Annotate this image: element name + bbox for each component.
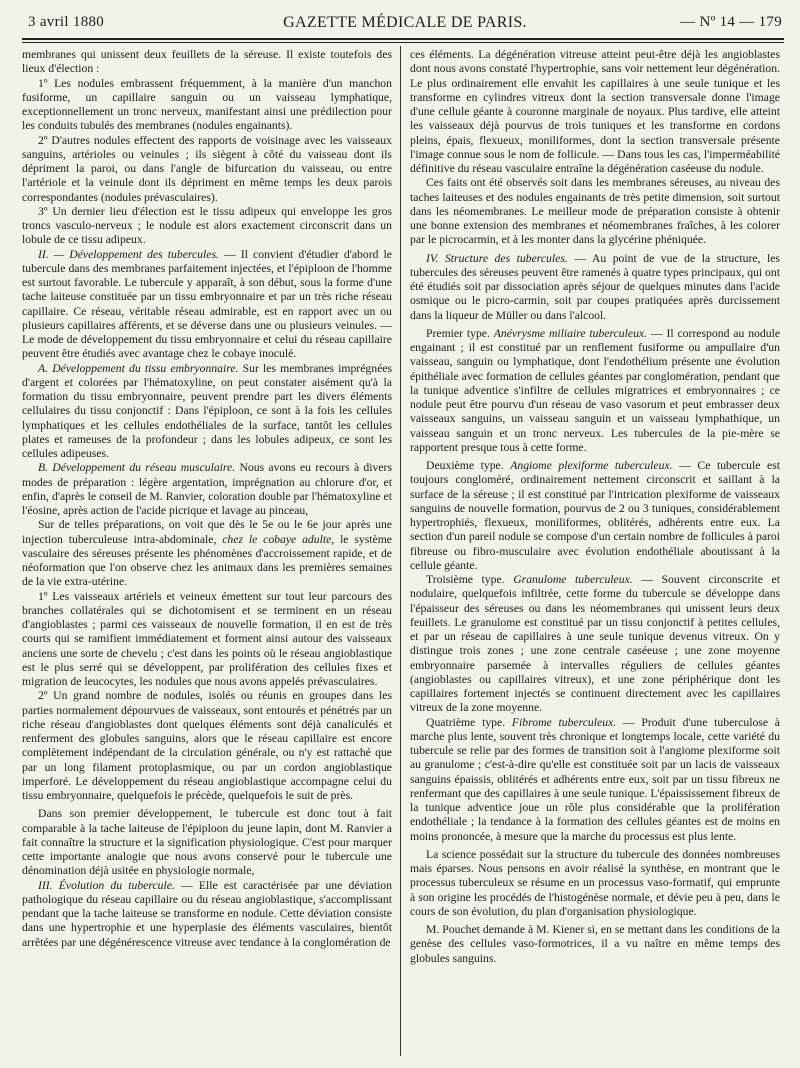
paragraph-text: , le système vasculaire des séreuses présente les phénomènes d'accroissement rapide, et de néoformation que l'on observe chez les animaux dans les premières semaines de la vie extra-utérine. (22, 532, 392, 589)
section-paragraph (22, 362, 392, 462)
paragraph-text: — Produit d'une tuberculose à marche plus lente, souvent très chronique et longtemps locale, cette variété du tubercule se relie par des formes de transition soit à l'angiome plexiforme soit au granulome ; c'est-à-dire qu'elle est constituée soit par un lacis de vaisseaux sanguins épaissis, oblitérés et adhérents entre eux, soit par un tissu fibreux ne renfermant que des capillaires à une seule tunique. L'épaississement fibreux de la tunique adventice joue un rôle plus considérable que la prolifération endothéliale ; la tendance à la formation des cellules géantes est de moins en moins prononcée, à mesure que la marche du processus est plus lente. (410, 715, 780, 843)
issue-page-number: — Nº 14 — 179 (680, 14, 782, 30)
paragraph: Dans son premier développement, le tubercule est donc tout à fait comparable à la tache laiteuse de l'épiploon du jeune lapin, dont M. Ranvier a fait connaître la structure et la signification physiologique. C'est pour marquer cette importante analogie que nous avons conservé pour le tubercule une dénomination déjà usitée en physiologie normale, (22, 807, 392, 878)
italic-phrase: chez le cobaye adulte (222, 532, 332, 546)
paragraph: 1º Les nodules embrassent fréquemment, à la manière d'un manchon fusiforme, un capillaire sanguin ou un vaisseau lymphatique, exceptionnellement un tronc nerveux, manifestant ainsi une prédilection pour les conduits tubulés des membranes (nodules engainants). (22, 76, 392, 133)
paragraph: 2º D'autres nodules effectent des rapports de voisinage avec les vaisseaux sanguins, artérioles ou veinules ; ils siègent à côté du vaisseau dont ils dépriment la paroi, ou dans l'angle de bifurcation du vaisseau, ou entre l'artériole et la veinule dont ils dépriment en même temps les deux parois correspondantes (nodules prévasculaires). (22, 133, 392, 204)
section-paragraph (22, 461, 392, 518)
paragraph: M. Pouchet demande à M. Kiener si, en se mettant dans les conditions de la genèse des cellules vaso-formotrices, il a vu naître en même temps des globules sanguins. (410, 923, 780, 965)
paragraph: 1º Les vaisseaux artériels et veineux émettent sur tout leur parcours des branches collatérales qui se dichotomisent et se terminent en un réseau d'angioblastes ; parmi ces vaisseaux de nouvelle formation, il en est de très courts qui se ramifient immédiatement et forment ainsi autour des vaisseaux anciens une sorte de chevelu ; c'est dans les points où le réseau angioblastique est le plus serré qui se développent, par prolifération des cellules fixes et migration de leucocytes, les nodules que nous avons appelés prévasculaires. (22, 589, 392, 688)
right-column (410, 48, 780, 1058)
left-column (22, 48, 392, 1058)
journal-title: GAZETTE MÉDICALE DE PARIS. (283, 14, 527, 31)
type-paragraph (410, 327, 780, 455)
paragraph-text: — Au point de vue de la structure, les tubercules des séreuses peuvent être ramenés à quatre types principaux, qui ont été étudiés soit par dissociation après séjour de quelques minutes dans l'acide osmique ou le picro-carmin, soit par coupes pratiquées après durcissement dans la liqueur de Müller ou dans l'alcool. (410, 251, 780, 322)
paragraph-text: — Elle est caractérisée par une déviation pathologique du réseau capillaire ou du réseau angioblastique, s'accomplissant pendant que la tache laiteuse se transforme en nodule. Cette déviation consiste dans une hypertrophie et une hyperplasie des éléments vasculaires, bientôt arrêtées par une dégénérescence vitreuse avec tendance à la conglomération de (22, 878, 392, 949)
type-name: Anévrysme miliaire tuberculeux. (493, 326, 648, 340)
type-label: Troisième type. (426, 573, 514, 586)
type-name: Fibrome tuberculeux. (511, 715, 617, 729)
paragraph: La science possédait sur la structure du tubercule des données nombreuses mais éparses. Nous pensons en avoir réalisé la synthèse, en montrant que le processus tuberculeux se résume en un processus vaso-formatif, qui emprunte à son origine les procédés de l'histogénèse normale, et dévie peu à peu, dans le cours de son évolution, du plan d'organisation physiologique. (410, 847, 780, 918)
type-paragraph (410, 573, 780, 716)
running-header (28, 14, 782, 40)
section-paragraph (22, 248, 392, 362)
paragraph-text: Nous avons eu recours à divers modes de préparation : légère argentation, imprégnation au chlorure d'or, et enfin, d'après le conseil de M. Ranvier, coloration double par l'hématoxyline et l'éosine, après action de l'acide picrique et lavage au pinceau, (22, 461, 392, 517)
section-paragraph (410, 252, 780, 323)
section-heading: II. — Développement des tubercules. (38, 247, 219, 261)
paragraph-text: — Souvent circonscrite et nodulaire, quelquefois infiltrée, cette forme du tubercule se développe dans l'épaisseur des séreuses ou dans les néomembranes qui unissent leurs deux feuillets. Le granulome est constitué par un tissu conjonctif à petites cellules, et par un réseau de capillaires à une seule tunique devenus vitreux. On y distingue trois zones ; une zone centrale caséeuse ; une zone moyenne embryonnaire parsemée à intervalles réguliers de cellules géantes (angioblastes ou capillaires vitreux), et une zone périphérique dont les capillaires fortement injectés se continuent directement avec les capillaires vitreux de la zone moyenne. (410, 573, 780, 715)
section-heading: A. Développement du tissu embryonnaire. (38, 361, 239, 375)
type-paragraph (410, 459, 780, 573)
type-label: Deuxième type. (426, 459, 511, 472)
paragraph: ces éléments. La dégénération vitreuse atteint peut-être déjà les angioblastes dont nous avons constaté l'hypertrophie, sans voir nettement leur dégénération. Le plus ordinairement elle envahit les capillaires à une seule tunique et les transforme en cylindres vitreux dont la section transversale donne l'image d'une cellule géante à couronne marginale de noyaux. Plus tardive, elle atteint les vaisseaux déjà pourvus de trois tuniques et les transforme en cordons pleins, épais, flexueux, moniliformes, dont la section transversale présente l'image connue sous le nom de follicule. — Dans tous les cas, l'imperméabilité définitive du réseau vasculaire entraîne la dégénération caséeuse du nodule. (410, 48, 780, 175)
paragraph: membranes qui unissent deux feuillets de la séreuse. Il existe toutefois des lieux d'élection : (22, 48, 392, 76)
paragraph-text: Sur de telles préparations, on voit que dès le 5e ou le 6e jour après une injection tuberculeuse intra-abdominale, (22, 518, 392, 546)
type-paragraph (410, 716, 780, 844)
section-paragraph (22, 879, 392, 950)
paragraph: 3º Un dernier lieu d'élection est le tissu adipeux qui enveloppe les gros troncs vasculo-nerveux ; le nodule est alors exactement circonscrit dans un lobule de ce tissu adipeux. (22, 204, 392, 247)
paragraph-text: — Ce tubercule est toujours congloméré, ordinairement nettement circonscrit et saillant à la surface de la séreuse ; il est constitué par l'intrication plexiforme de vaisseaux sanguins de nouvelle formation, pourvus de 2 ou 3 tuniques, considérablement hypertrophiés, flexueux, moniliformes, oblitérés, adhérents entre eux. La section d'un pareil nodule se compose d'un certain nombre de follicules à paroi fibreuse ou fibro-musculaire avec évolution endothéliale aboutissant à la cellule géante. (410, 459, 780, 572)
header-date: 3 avril 1880 (28, 14, 105, 30)
header-rule-thick (22, 38, 784, 40)
paragraph-text: — Il correspond au nodule engainant ; il est constitué par un renflement fusiforme ou ampullaire d'un vaisseau, sanguin ou lymphatique, dont l'endothélium présente une évolution épithéliale avec formation de cellules géantes par conglomération, pendant que la tunique adventice s'infiltre de cellules migratrices et embryonnaires ; ce nodule peut être pourvu d'un réseau de vaso vasorum et peut embrasser deux vaisseaux sanguins, un vaisseau sanguin et un vaisseau lymphathique, un vaisseau sanguin et un tronc nerveux. Les tubercules de la pie-mère se rapportent presque tous à cette forme. (410, 326, 780, 454)
paragraph-text: Sur les membranes imprégnées d'argent et colorées par l'hématoxyline, on peut constater aisément qu'à la formation du tissu embryonnaire, peuvent prendre part les divers éléments cellulaires du tissu conjonctif : Dans l'épiploon, ce sont à la fois les cellules lymphatiques et les cellules endothéliales de la surface, tantôt les cellules plates et rameuses de la profondeur ; dans les lobules adipeux, ce sont les cellules adipeuses. (22, 361, 392, 460)
type-label: Quatrième type. (426, 715, 512, 729)
type-label: Premier type. (426, 326, 494, 340)
type-name: Angiome plexiforme tuberculeux. (510, 459, 673, 472)
paragraph: Ces faits ont été observés soit dans les membranes séreuses, au niveau des taches laiteuses et des nodules engainants de très petite dimension, soit surtout dans les néomembranes. Le meilleur mode de préparation consiste à obtenir une bonne extension des membranes et néomembranes fraîches, à les colorer par le picrocarmin, et à les monter dans la glycérine phéniquée. (410, 176, 780, 247)
header-rule-thin (22, 42, 784, 43)
paragraph (22, 518, 392, 589)
section-heading: B. Développement du réseau musculaire. (38, 461, 236, 475)
type-name: Granulome tuberculeux. (513, 573, 633, 586)
paragraph: 2º Un grand nombre de nodules, isolés ou réunis en groupes dans les parties normalement dépourvues de vaisseaux, sont entourés et pénétrés par un riche réseau d'angioblastes dont quelques éléments sont déjà canaliculés et renferment des globules sanguins, alors que le réseau capillaire est encore complètement indépendant de la circulation générale, ou n'y est rattaché que par un long filament protoplasmique, ou par un cordon angioblastique imperforé. Le développement du réseau angioblastique accompagne celui du tissu embryonnaire, quelquefois le précède, quelquefois le suit de près. (22, 689, 392, 802)
paragraph-text: — Il convient d'étudier d'abord le tubercule dans des membranes parfaitement injectées, et l'épiploon de l'homme est surtout favorable. Le tubercule y apparaît, à son début, sous la forme d'une tache laiteuse constituée par un tissu embryonnaire et par un très riche réseau capillaire. Ce réseau, véritable réseau admirable, est en rapport avec un ou plusieurs capillaires afférents, et se déverse dans une ou plusieurs veinules. — Le mode de développement du tissu embryonnaire et celui du réseau capillaire peuvent être étudiés avec avantage chez le cobaye inoculé. (22, 247, 392, 361)
section-heading: IV. Structure des tubercules. (426, 251, 568, 265)
column-divider (400, 46, 401, 1056)
section-heading: III. Évolution du tubercule. (38, 878, 175, 892)
